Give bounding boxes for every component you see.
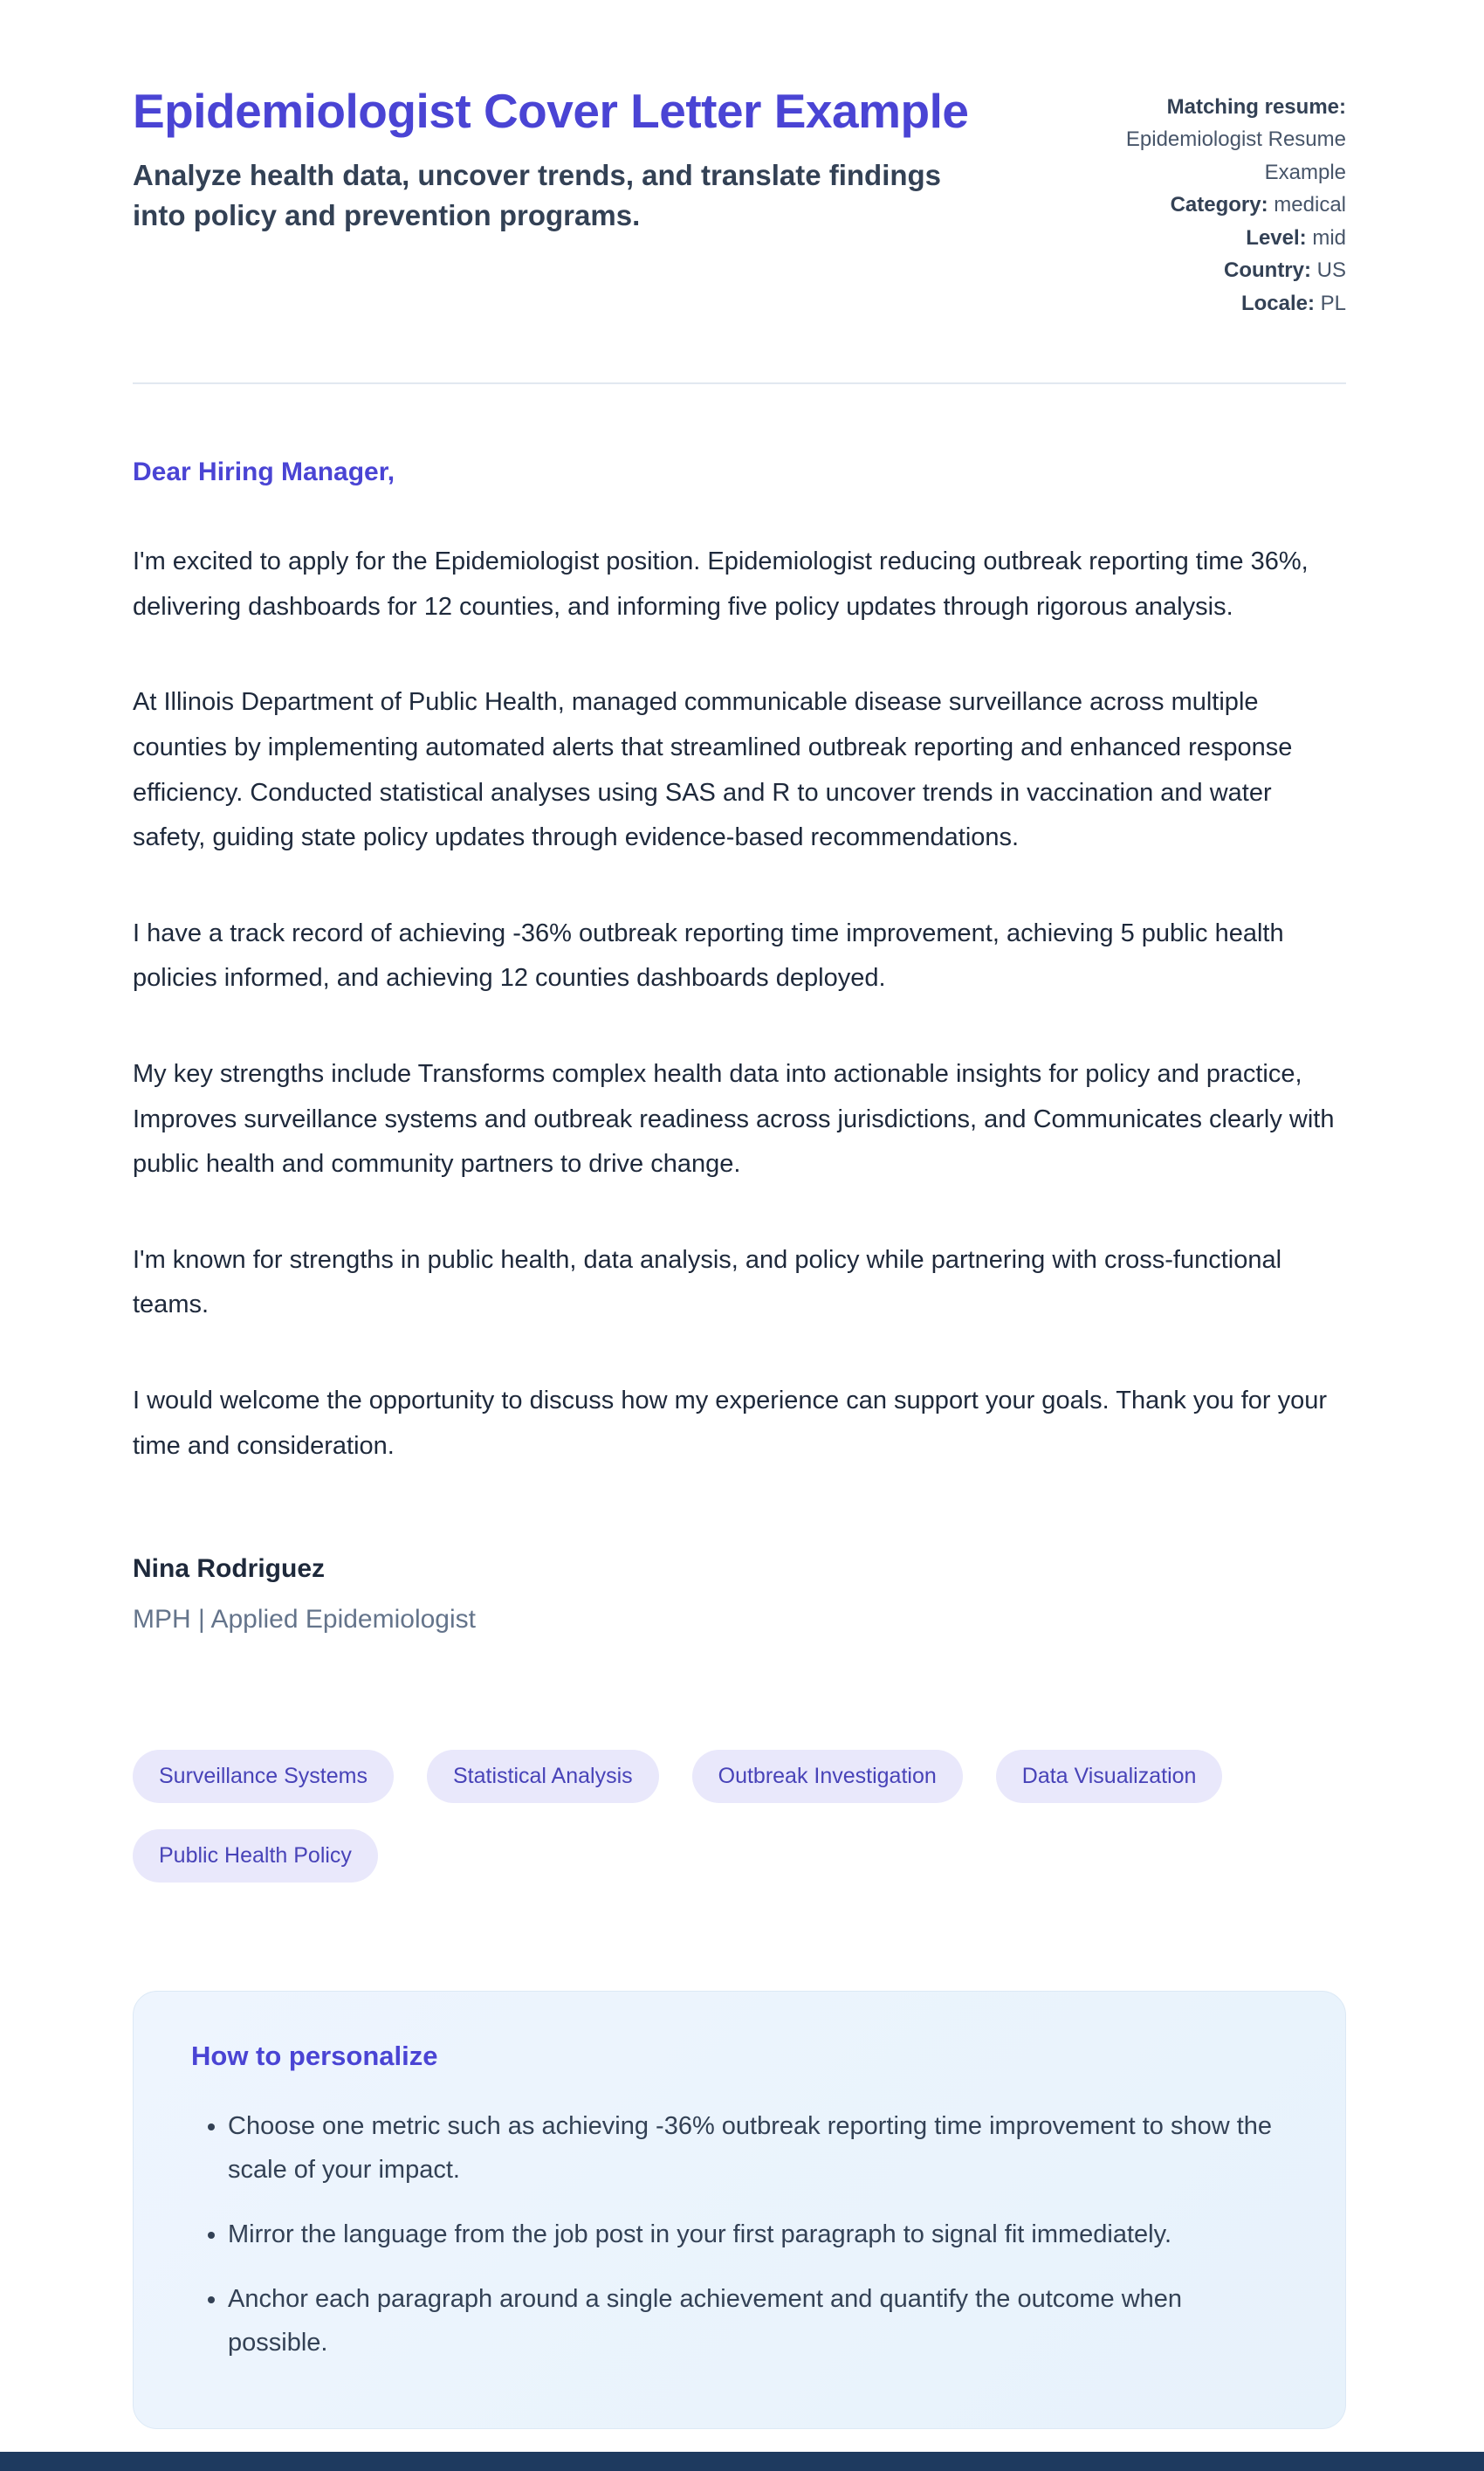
meta-value: US (1316, 258, 1346, 283)
signature-title: MPH | Applied Epidemiologist (133, 1605, 476, 1635)
letter-paragraph: I'm known for strengths in public health, data analysis, and policy while partnering with cross-functional teams. (133, 1245, 1282, 1319)
header-title-block (133, 84, 968, 236)
letter-paragraph: At Illinois Department of Public Health, managed communicable disease surveillance across multiple counties by implementing automated alerts that streamlined outbreak reporting and enhanced response efficiency. Conducted statistical analyses using SAS and R to uncover trends in vaccination and water safety, guiding state policy updates through evidence-based recommendations. (133, 688, 1293, 852)
personalize-bullet: • Mirror the language from the job post in your first paragraph to signal fit immediately. (228, 2213, 1288, 2257)
page-title: Epidemiologist Cover Letter Example (133, 84, 969, 138)
meta-row (1084, 287, 1346, 320)
meta-value: mid (1312, 225, 1346, 250)
letter-paragraph: I have a track record of achieving -36% outbreak reporting time improvement, achieving 5 public health policies informed, and achieving 12 counties dashboards deployed. (133, 919, 1284, 993)
meta-row (1084, 91, 1346, 189)
skill-tag: Outbreak Investigation (692, 1750, 963, 1803)
letter-paragraph: I'm excited to apply for the Epidemiologist position. Epidemiologist reducing outbreak reporting time 36%, delivering dashboards for 12 counties, and informing five policy updates through rigorous analysis. (133, 547, 1309, 621)
meta-panel (1084, 84, 1346, 320)
letter-paragraphs (133, 540, 1346, 1469)
meta-value: medical (1274, 193, 1346, 217)
meta-row (1084, 222, 1346, 254)
signature-name: Nina Rodriguez (133, 1554, 326, 1584)
meta-label: Locale: (1240, 291, 1315, 315)
skill-tag: Data Visualization (996, 1750, 1223, 1803)
meta-row (1084, 254, 1346, 286)
skill-tags (133, 1750, 1233, 1883)
meta-label: Level: (1246, 225, 1307, 250)
personalize-list (191, 2105, 1288, 2364)
skill-tag: Public Health Policy (133, 1829, 378, 1883)
meta-value: PL (1320, 291, 1346, 315)
header-divider (133, 382, 1346, 384)
personalize-bullet: • Anchor each paragraph around a single achievement and quantify the outcome when possible. (228, 2278, 1288, 2365)
letter-paragraph: My key strengths include Transforms complex health data into actionable insights for policy and practice, Improves surveillance systems and outbreak readiness across jurisdictions, and Communicates clearly with public health and community partners to drive change. (133, 1059, 1335, 1179)
meta-label: Country: (1224, 258, 1311, 283)
page-subtitle: Analyze health data, uncover trends, and translate findings into policy and prevention programs. (133, 158, 942, 231)
meta-label: Category: (1170, 193, 1268, 217)
salutation: Dear Hiring Manager, (133, 458, 395, 487)
meta-label: Matching resume: (1166, 95, 1346, 119)
skill-tag: Surveillance Systems (133, 1750, 394, 1803)
footer-bar (0, 2452, 1484, 2471)
meta-value: Epidemiologist Resume Example (1125, 127, 1346, 184)
personalize-bullet: • Choose one metric such as achieving -36% outbreak reporting time improvement to show the scale of your impact. (228, 2105, 1288, 2192)
personalize-card (133, 1991, 1346, 2428)
meta-row (1084, 189, 1346, 221)
letter-body (133, 458, 1346, 1635)
letter-paragraph: I would welcome the opportunity to discuss how my experience can support your goals. Thank you for your time and consideration. (133, 1386, 1328, 1460)
skill-tag: Statistical Analysis (427, 1750, 659, 1803)
header (133, 84, 1346, 320)
personalize-heading: How to personalize (191, 2041, 438, 2072)
